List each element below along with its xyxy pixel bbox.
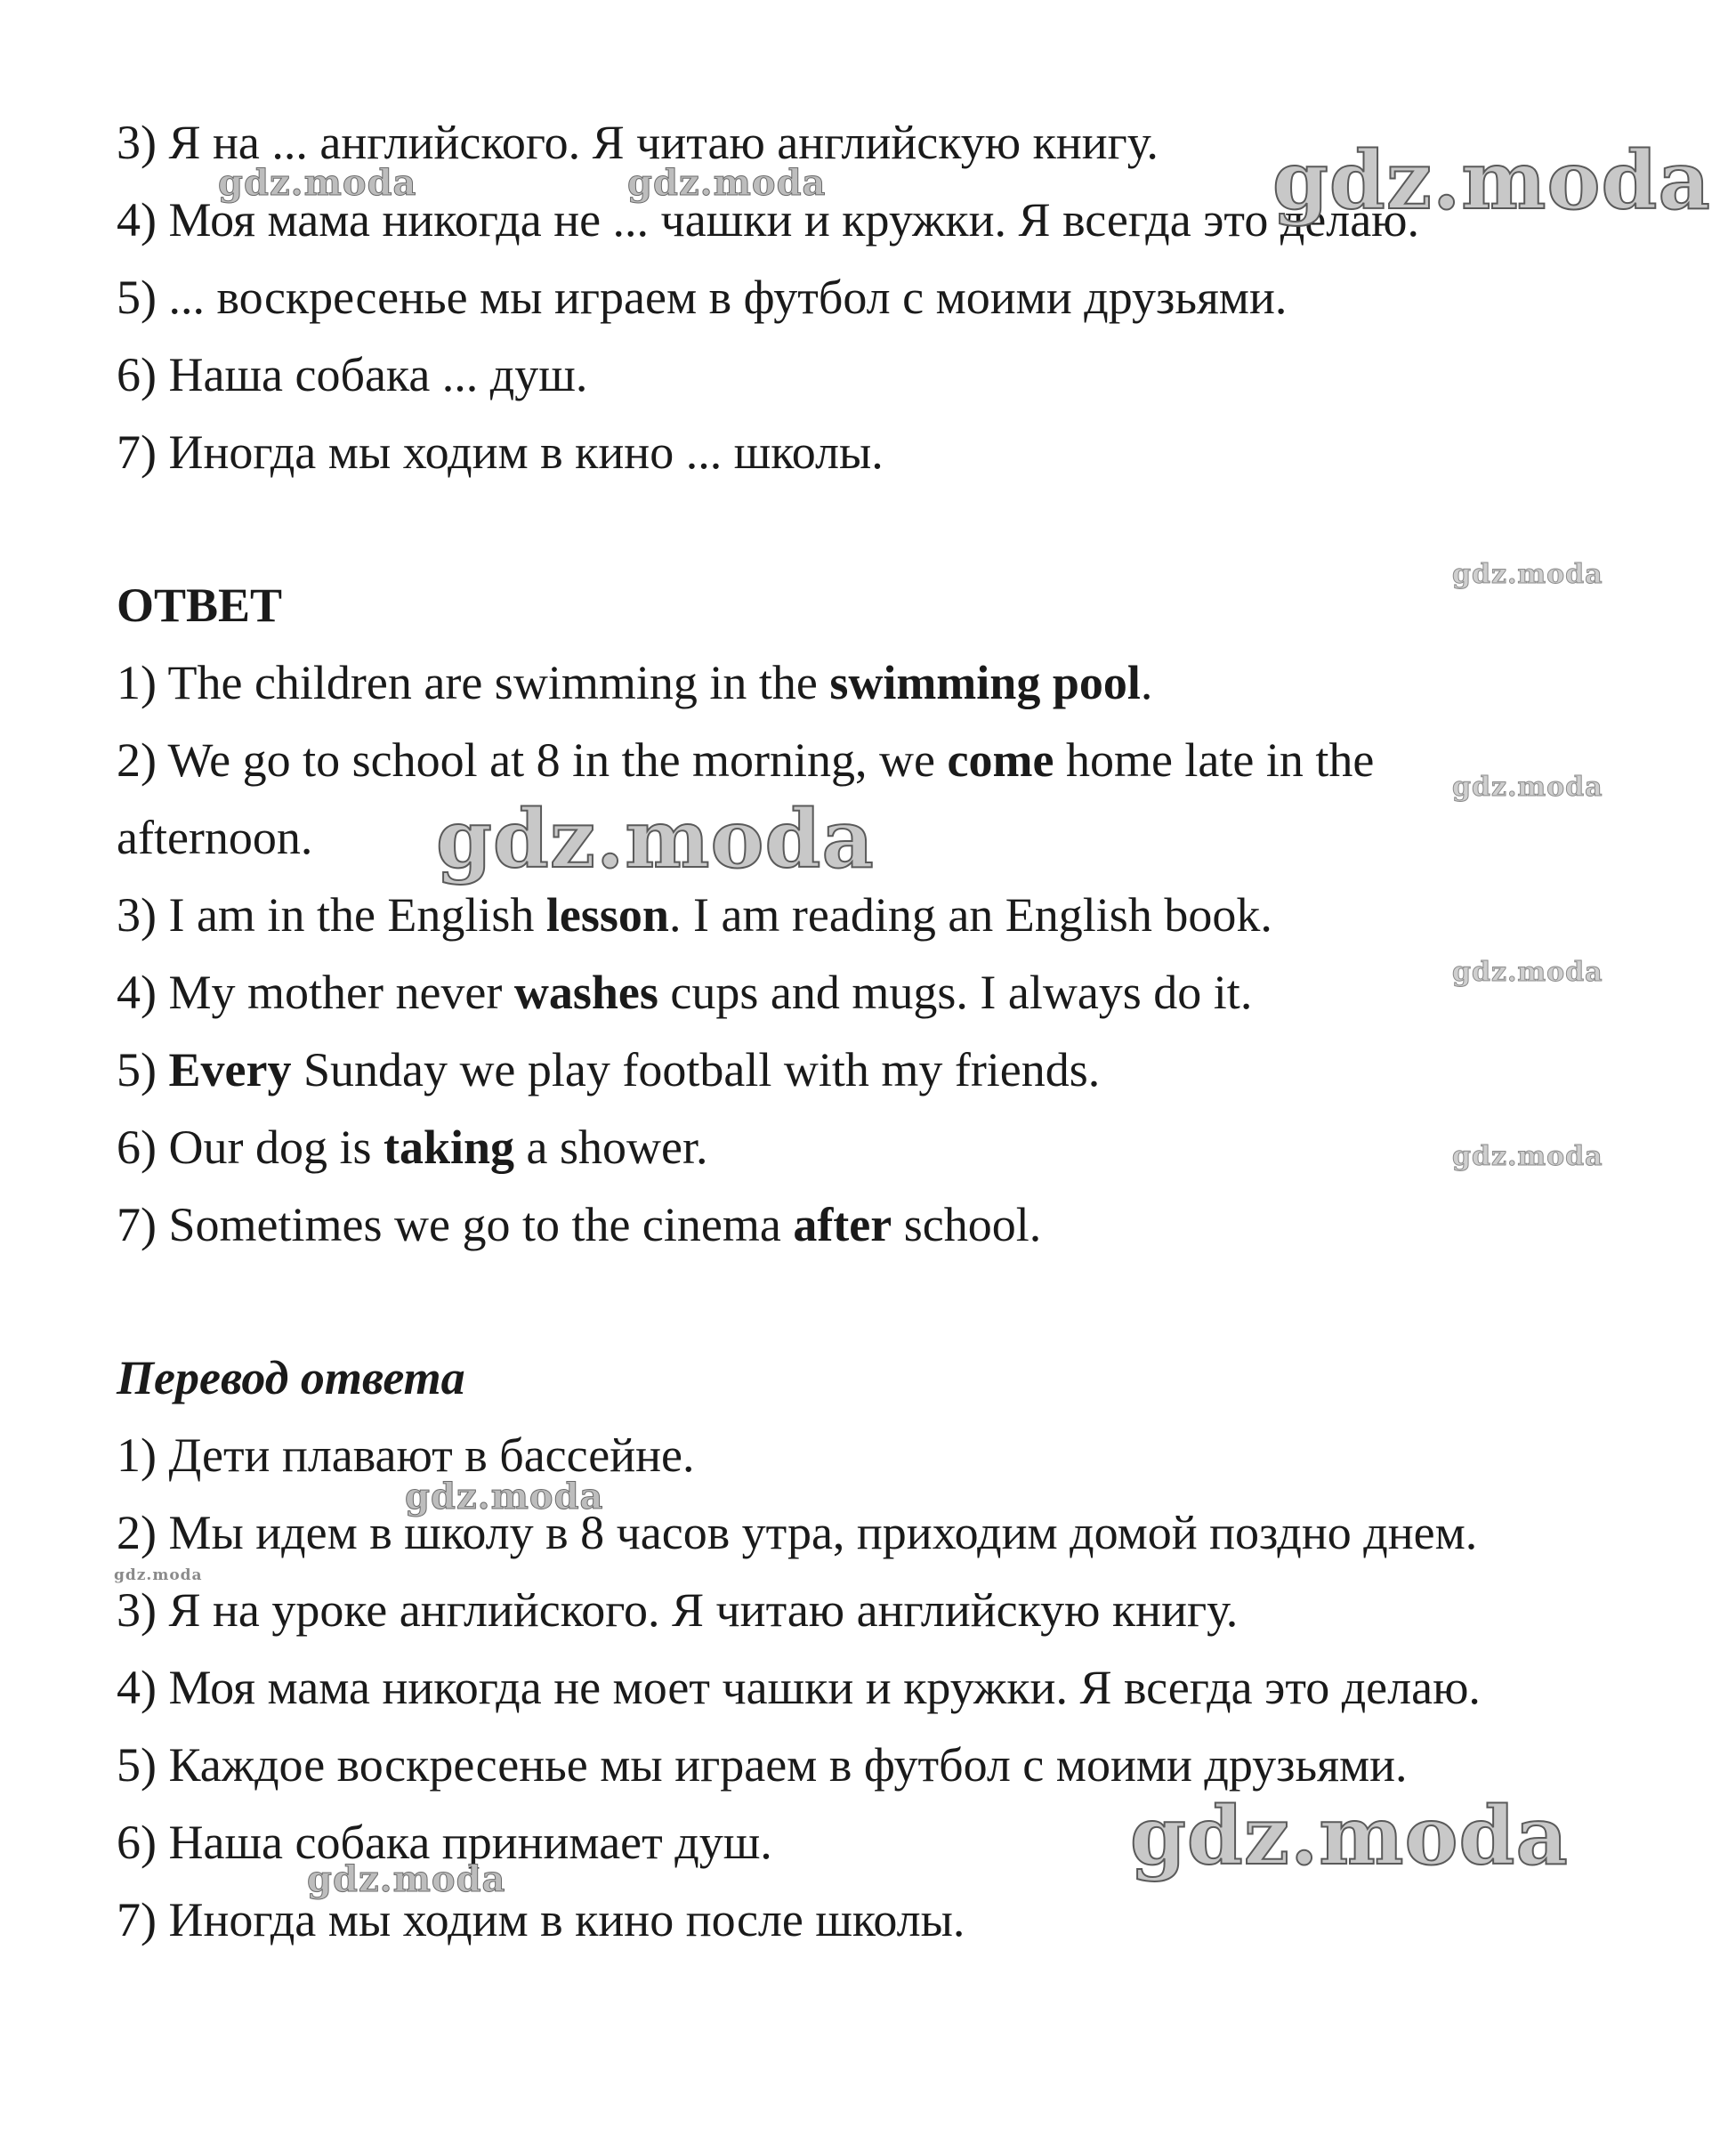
task-line-5: 5) ... воскресенье мы играем в футбол с моими друзьями. bbox=[117, 271, 1288, 324]
watermark: gdz.moda bbox=[1130, 1789, 1569, 1883]
answer-text: home late in the bbox=[1054, 733, 1375, 787]
answer-text: 3) I am in the English bbox=[117, 888, 546, 942]
task-line-4: 4) Моя мама никогда не ... чашки и кружки. Я всегда это делаю. bbox=[117, 193, 1420, 247]
watermark: gdz.moda bbox=[218, 162, 417, 204]
answer-line-3 bbox=[117, 886, 1272, 943]
watermark: gdz.moda bbox=[114, 1566, 203, 1584]
answer-line-1 bbox=[117, 654, 1152, 711]
translation-line-4: 4) Моя мама никогда не моет чашки и кружки. Я всегда это делаю. bbox=[117, 1661, 1481, 1714]
watermark: gdz.moda bbox=[1452, 772, 1603, 803]
answer-line-7 bbox=[117, 1196, 1041, 1253]
answer-line-2-cont bbox=[117, 809, 312, 866]
watermark: gdz.moda bbox=[1452, 559, 1603, 590]
answer-line-6 bbox=[117, 1119, 708, 1176]
answer-text: 2) We go to school at 8 in the morning, we bbox=[117, 733, 948, 787]
watermark: gdz.moda bbox=[627, 162, 827, 204]
answer-text: cups and mugs. I always do it. bbox=[658, 966, 1253, 1019]
task-line-6: 6) Наша собака ... душ. bbox=[117, 348, 588, 401]
task-line-7: 7) Иногда мы ходим в кино ... школы. bbox=[117, 425, 884, 479]
answer-text: . bbox=[1140, 656, 1153, 709]
answer-keyword: washes bbox=[513, 966, 658, 1019]
answer-text: . I am reading an English book. bbox=[668, 888, 1272, 942]
answer-keyword: taking bbox=[383, 1121, 515, 1174]
answer-line-5 bbox=[117, 1041, 1100, 1098]
translation-line-2: 2) Мы идем в школу в 8 часов утра, приходим домой поздно днем. bbox=[117, 1506, 1478, 1559]
translation-line-3: 3) Я на уроке английского. Я читаю английскую книгу. bbox=[117, 1583, 1239, 1637]
answer-text: afternoon. bbox=[117, 811, 313, 864]
answer-keyword: swimming pool bbox=[829, 656, 1141, 709]
answer-line-2 bbox=[117, 732, 1374, 789]
task-line-3: 3) Я на ... английского. Я читаю английскую книгу. bbox=[117, 116, 1159, 169]
answer-text: 6) Our dog is bbox=[117, 1121, 384, 1174]
translation-heading: Перевод ответа bbox=[117, 1351, 465, 1404]
watermark: gdz.moda bbox=[405, 1476, 604, 1517]
answer-text: school. bbox=[892, 1198, 1042, 1251]
answer-keyword: after bbox=[793, 1198, 892, 1251]
translation-line-1: 1) Дети плавают в бассейне. bbox=[117, 1428, 695, 1482]
answer-keyword: lesson bbox=[545, 888, 669, 942]
translation-line-5: 5) Каждое воскресенье мы играем в футбол с моими друзьями. bbox=[117, 1738, 1408, 1792]
watermark: gdz.moda bbox=[1452, 1141, 1603, 1172]
watermark: gdz.moda bbox=[1272, 134, 1711, 228]
answer-text: a shower. bbox=[514, 1121, 708, 1174]
answer-line-4 bbox=[117, 964, 1252, 1021]
answer-keyword: Every bbox=[168, 1043, 292, 1096]
translation-line-7: 7) Иногда мы ходим в кино после школы. bbox=[117, 1893, 965, 1946]
answer-text: 5) bbox=[117, 1043, 169, 1096]
answer-heading: ОТВЕТ bbox=[117, 578, 283, 632]
answer-text: Sunday we play football with my friends. bbox=[291, 1043, 1101, 1096]
answer-keyword: come bbox=[947, 733, 1054, 787]
watermark: gdz.moda bbox=[436, 792, 875, 886]
watermark: gdz.moda bbox=[1452, 957, 1603, 988]
answer-text: 1) The children are swimming in the bbox=[117, 656, 830, 709]
answer-text: 7) Sometimes we go to the cinema bbox=[117, 1198, 794, 1251]
answer-text: 4) My mother never bbox=[117, 966, 514, 1019]
watermark: gdz.moda bbox=[307, 1858, 506, 1900]
translation-line-6: 6) Наша собака принимает душ. bbox=[117, 1816, 772, 1869]
